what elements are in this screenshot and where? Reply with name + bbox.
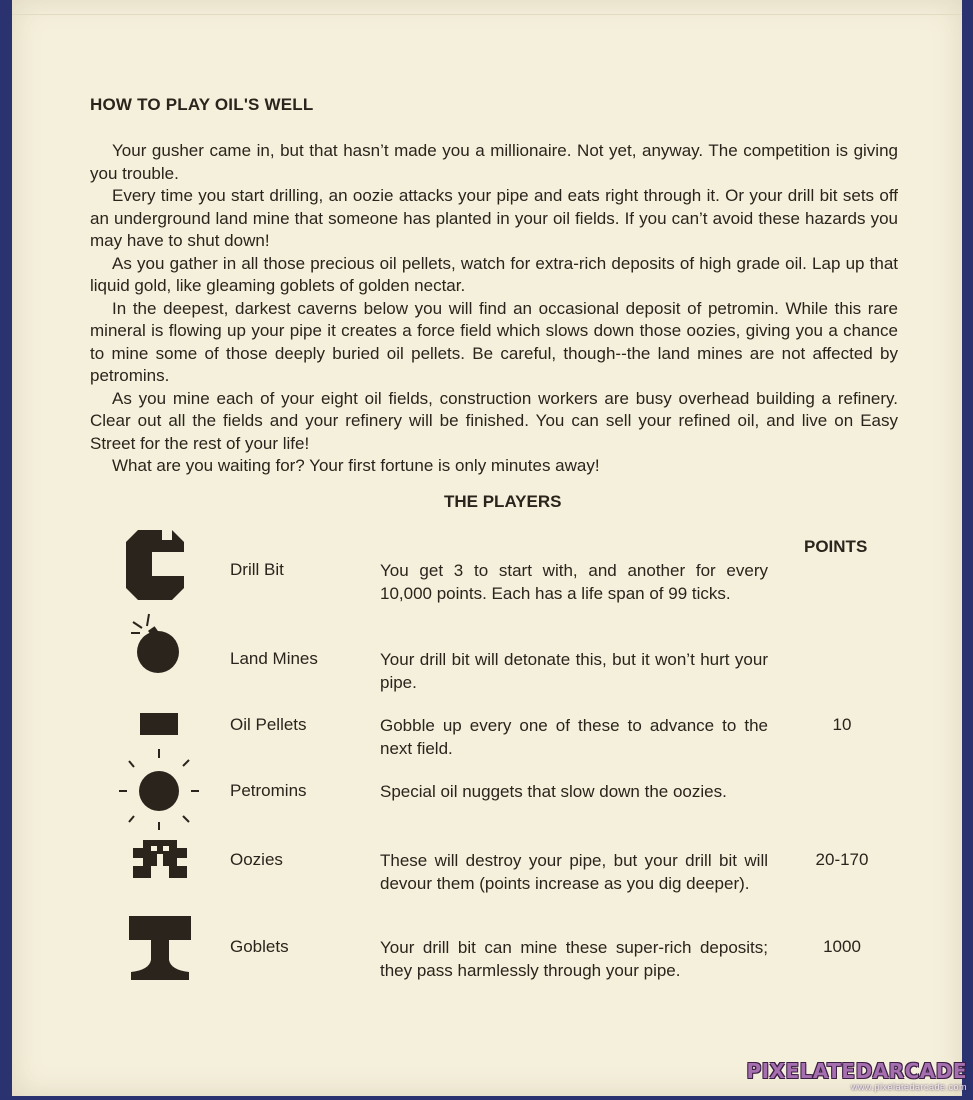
player-points: 10: [832, 715, 852, 734]
player-description: Your drill bit will detonate this, but it won’t hurt your pipe.: [380, 650, 768, 692]
player-name: Goblets: [230, 937, 289, 956]
watermark-url: www.pixelatedarcade.com: [850, 1082, 967, 1092]
goblet-icon: [127, 914, 193, 982]
story-paragraph: Every time you start drilling, an oozie attacks your pipe and eats right through it. Or your drill bit sets off an underground land mine that someone has planted in your oil fields. If you can’t avoid these hazards you may have to shut down!: [90, 186, 898, 250]
watermark-name: PIXELATEDARCADE: [746, 1059, 967, 1083]
drill-bit-icon: [124, 528, 186, 602]
story-paragraph: Your gusher came in, but that hasn’t made you a millionaire. Not yet, anyway. The competition is giving you trouble.: [90, 141, 898, 183]
player-description: You get 3 to start with, and another for every 10,000 points. Each has a life span of 99 ticks.: [380, 561, 768, 603]
instruction-page: [12, 0, 962, 1096]
oozie-icon: [131, 838, 189, 880]
player-name: Oil Pellets: [230, 715, 307, 734]
player-points: 20-170: [815, 850, 869, 869]
player-name: Petromins: [230, 781, 307, 800]
watermark: [746, 1059, 967, 1092]
story-text: [90, 140, 898, 478]
story-paragraph: What are you waiting for? Your first fortune is only minutes away!: [112, 456, 600, 475]
oil-pellet-icon: [139, 712, 179, 736]
story-paragraph: In the deepest, darkest caverns below you will find an occasional deposit of petromin. While this rare mineral is flowing up your pipe it creates a force field which slows down those oozies, giving you a chance to mine some of those deeply buried oil pellets. Be careful, though--the land mines are not affected by petromins.: [90, 298, 898, 385]
page-title: HOW TO PLAY OIL'S WELL: [90, 95, 314, 114]
story-paragraph: As you mine each of your eight oil fields, construction workers are busy overhead building a refinery. Clear out all the fields and your refinery will be finished. You can sell your refined oil, and live on Easy Street for the rest of your life!: [90, 388, 898, 453]
land-mine-icon: [127, 612, 183, 676]
player-description: These will destroy your pipe, but your drill bit will devour them (points increase as you dig deeper).: [380, 851, 768, 893]
petromin-icon: [117, 746, 201, 830]
player-name: Oozies: [230, 850, 283, 869]
player-description: Special oil nuggets that slow down the oozies.: [380, 782, 727, 801]
players-heading: THE PLAYERS: [444, 492, 562, 511]
player-name: Land Mines: [230, 649, 318, 668]
points-heading: POINTS: [804, 537, 868, 556]
story-paragraph: As you gather in all those precious oil pellets, watch for extra-rich deposits of high grade oil. Lap up that liquid gold, like gleaming goblets of golden nectar.: [90, 253, 898, 295]
player-description: Your drill bit can mine these super-rich deposits; they pass harmlessly through your pipe.: [380, 938, 768, 980]
player-points: 1000: [823, 937, 861, 956]
player-name: Drill Bit: [230, 560, 284, 579]
player-description: Gobble up every one of these to advance to the next field.: [380, 716, 768, 758]
